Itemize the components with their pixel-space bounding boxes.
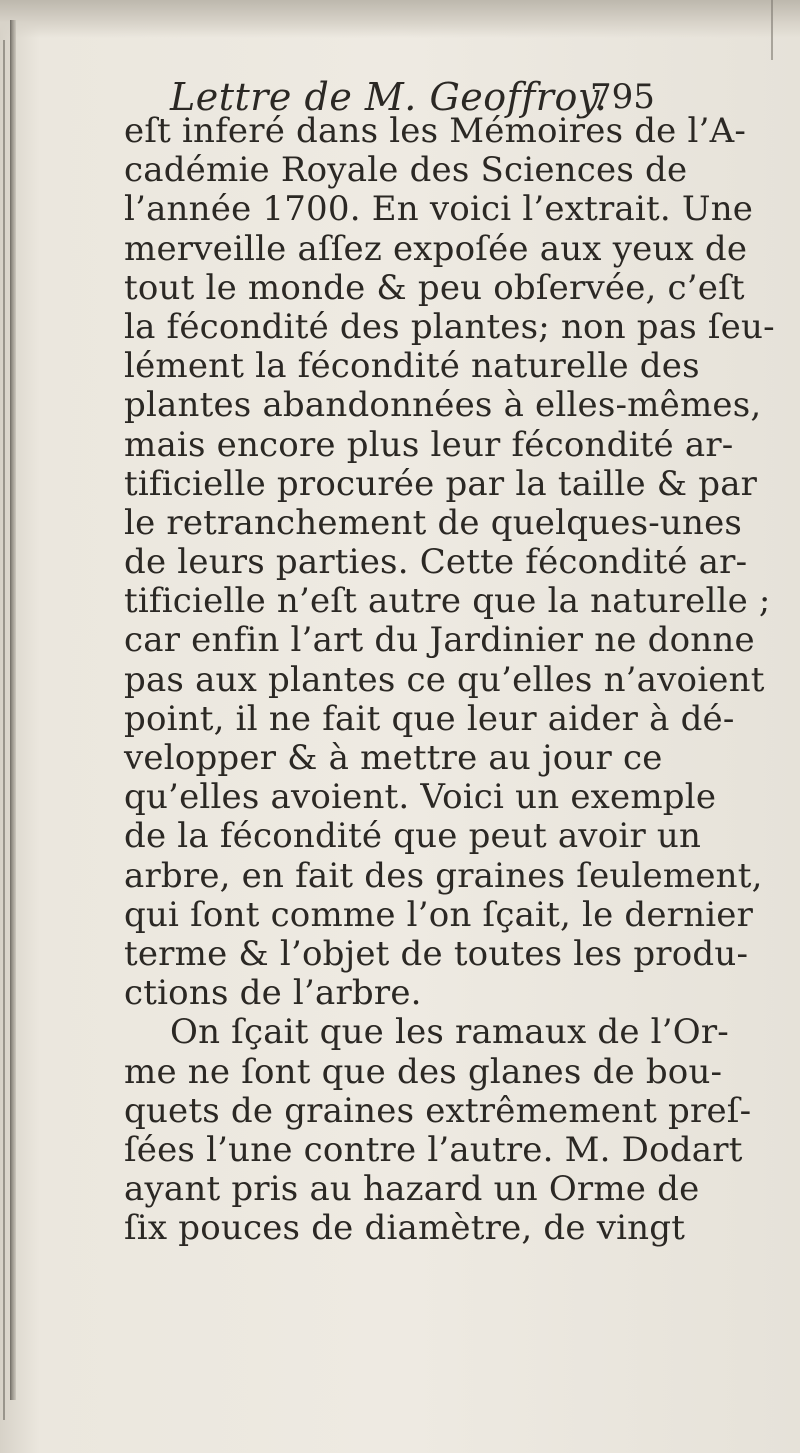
text-line: la fécondité des plantes; non pas ſeu- [124, 306, 775, 347]
text-line: le retranchement de quelques-unes [124, 502, 743, 543]
text-line: tificielle procurée par la taille & par [124, 463, 758, 504]
text-line: qu’elles avoient. Voici un exemple [124, 777, 717, 818]
text-line: ſées l’une contre l’autre. M. Dodart [124, 1129, 743, 1170]
text-line: qui ſont comme l’on ſçait, le dernier [124, 894, 754, 935]
text-line: eſt inferé dans les Mémoires de l’A- [124, 111, 747, 151]
paragraph-start-line: On ſçait que les ramaux de l’Or- [170, 1012, 729, 1053]
body-text [124, 111, 775, 1249]
text-line: tout le monde & peu obſervée, c’eſt [124, 267, 745, 308]
page-number: 795 [590, 77, 655, 117]
text-line: mais encore plus leur fécondité ar- [124, 424, 734, 465]
text-line: car enfin l’art du Jardinier ne donne [124, 620, 755, 661]
text-line: lément la fécondité naturelle des [124, 346, 700, 387]
text-line: pas aux plantes ce qu’elles n’avoient [124, 659, 765, 700]
text-line: velopper & à mettre au jour ce [124, 738, 663, 778]
text-line: ſix pouces de diamètre, de vingt [124, 1208, 686, 1249]
page-top-edge [0, 0, 800, 38]
text-line: ctions de l’arbre. [124, 973, 422, 1014]
running-title: Lettre de M. Geoffroy. [170, 75, 608, 119]
binding-edge-outer [3, 40, 5, 1420]
text-line: plantes abandonnées à elles-mêmes, [124, 385, 762, 426]
text-line: terme & l’objet de toutes les produ- [124, 933, 749, 974]
text-line: de leurs parties. Cette fécondité ar- [124, 542, 748, 583]
text-line: l’année 1700. En voici l’extrait. Une [124, 189, 754, 230]
text-line: tificielle n’eſt autre que la naturelle ; [124, 581, 771, 622]
page-edge-mark [771, 0, 773, 60]
binding-edge [10, 20, 16, 1400]
text-line: cadémie Royale des Sciences de [124, 150, 688, 191]
text-line: arbre, en fait des graines ſeulement, [124, 855, 763, 896]
text-line: me ne ſont que des glanes de bou- [124, 1051, 723, 1092]
text-line: point, il ne fait que leur aider à dé- [124, 698, 735, 739]
text-line: merveille aſſez expoſée aux yeux de [124, 228, 748, 269]
text-line: ayant pris au hazard un Orme de [124, 1169, 700, 1210]
text-line: de la fécondité que peut avoir un [124, 816, 702, 857]
text-line: quets de graines extrêmement preſ- [124, 1090, 752, 1131]
